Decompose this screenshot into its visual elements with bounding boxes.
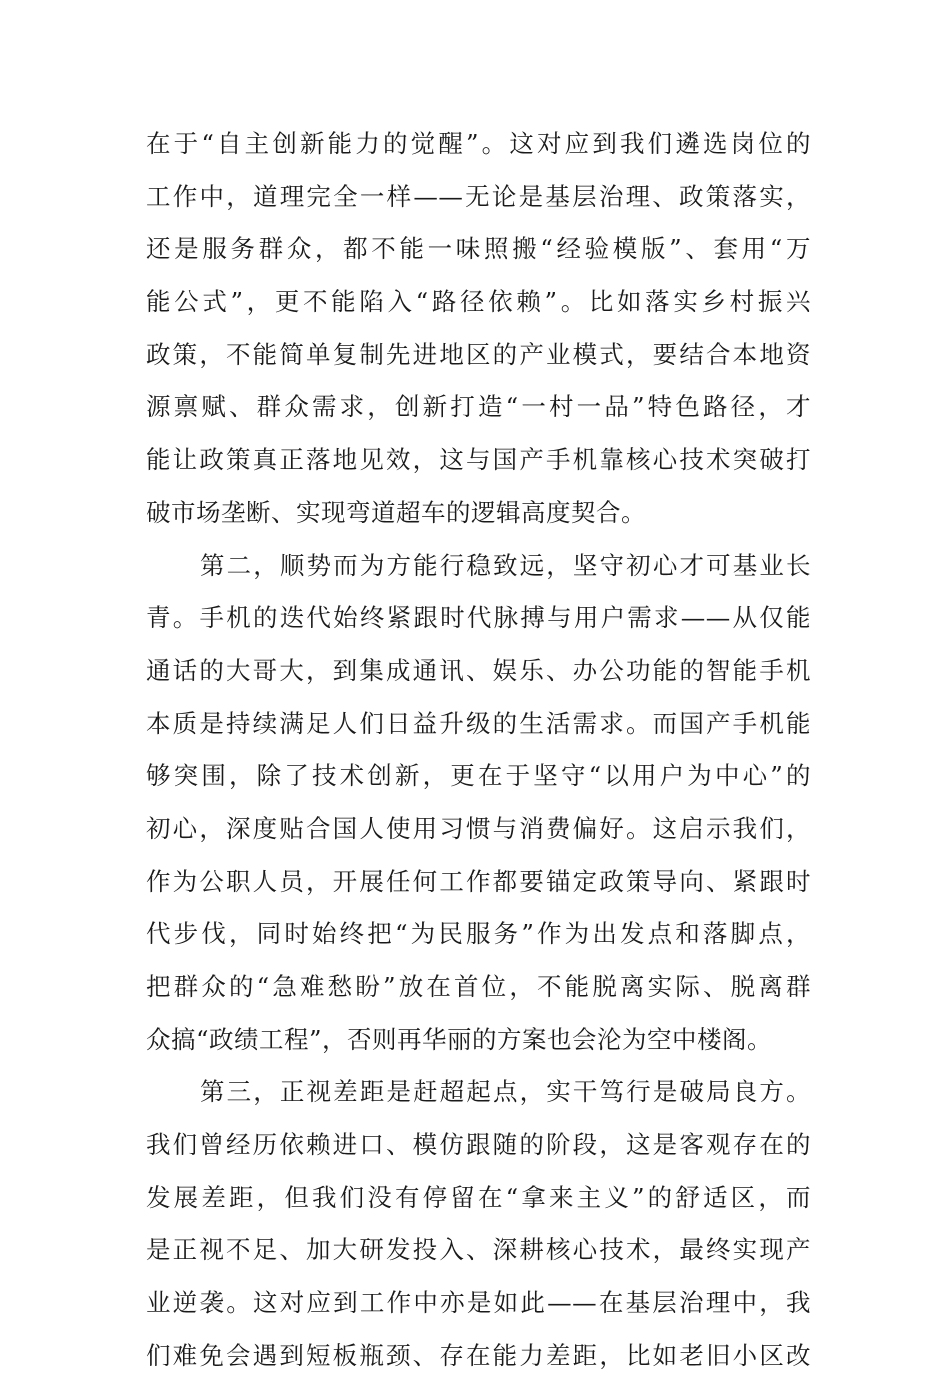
text-line: 还是服务群众，都不能一味照搬“经验模版”、套用“万 bbox=[146, 234, 811, 264]
text-line: 本质是持续满足人们日益升级的生活需求。而国产手机能 bbox=[146, 708, 811, 738]
text-line: 们难免会遇到短板瓶颈、存在能力差距，比如老旧小区改 bbox=[146, 1340, 811, 1370]
text-line: 政策，不能简单复制先进地区的产业模式，要结合本地资 bbox=[146, 339, 811, 369]
paragraph-first-line: 第三，正视差距是赶超起点，实干笃行是破局良方。 bbox=[200, 1077, 811, 1107]
text-line: 众搞“政绩工程”，否则再华丽的方案也会沦为空中楼阁。 bbox=[146, 1024, 773, 1054]
paragraph-first-line: 第二，顺势而为方能行稳致远，坚守初心才可基业长 bbox=[200, 550, 811, 580]
text-line: 代步伐，同时始终把“为民服务”作为出发点和落脚点， bbox=[146, 919, 811, 949]
text-line: 够突围，除了技术创新，更在于坚守“以用户为中心”的 bbox=[146, 761, 811, 791]
text-line: 把群众的“急难愁盼”放在首位，不能脱离实际、脱离群 bbox=[146, 972, 811, 1001]
text-line: 在于“自主创新能力的觉醒”。这对应到我们遴选岗位的 bbox=[146, 129, 811, 158]
text-line: 发展差距，但我们没有停留在“拿来主义”的舒适区，而 bbox=[146, 1182, 811, 1212]
text-line: 我们曾经历依赖进口、模仿跟随的阶段，这是客观存在的 bbox=[146, 1130, 811, 1160]
text-line: 青。手机的迭代始终紧跟时代脉搏与用户需求——从仅能 bbox=[146, 603, 811, 633]
text-line: 作为公职人员，开展任何工作都要锚定政策导向、紧跟时 bbox=[146, 866, 811, 896]
text-line: 源禀赋、群众需求，创新打造“一村一品”特色路径，才 bbox=[146, 392, 811, 422]
text-line: 能公式”，更不能陷入“路径依赖”。比如落实乡村振兴 bbox=[146, 287, 811, 317]
text-line: 是正视不足、加大研发投入、深耕核心技术，最终实现产 bbox=[146, 1235, 811, 1265]
document-body bbox=[146, 118, 811, 1383]
text-line: 业逆袭。这对应到工作中亦是如此——在基层治理中，我 bbox=[146, 1288, 811, 1318]
text-line: 破市场垄断、实现弯道超车的逻辑高度契合。 bbox=[146, 497, 646, 527]
text-line: 能让政策真正落地见效，这与国产手机靠核心技术突破打 bbox=[146, 445, 811, 475]
text-line: 初心，深度贴合国人使用习惯与消费偏好。这启示我们， bbox=[146, 813, 811, 843]
text-line: 通话的大哥大，到集成通讯、娱乐、办公功能的智能手机 bbox=[146, 655, 811, 685]
text-line: 工作中，道理完全一样——无论是基层治理、政策落实， bbox=[146, 181, 811, 211]
